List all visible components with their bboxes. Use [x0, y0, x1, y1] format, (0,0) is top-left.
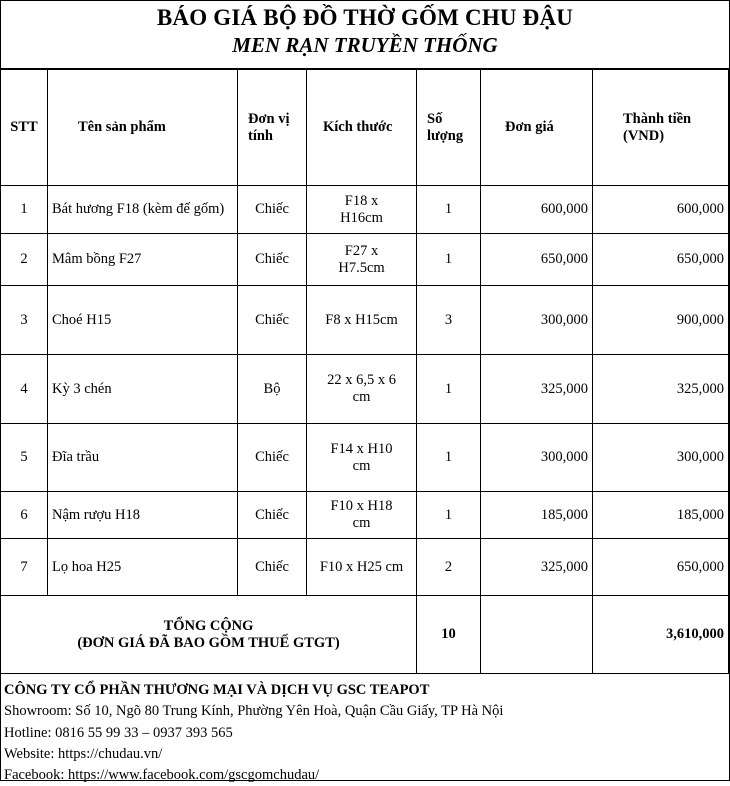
table-row: [1, 424, 729, 492]
cell-size: F10 x H25 cm: [307, 539, 417, 596]
cell-size: F27 x H7.5cm: [307, 234, 417, 286]
cell-unit: Chiếc: [238, 286, 307, 355]
company-footer: [1, 674, 729, 786]
cell-total: 650,000: [593, 234, 729, 286]
showroom-address: Showroom: Số 10, Ngõ 80 Trung Kính, Phường Yên Hoà, Quận Cầu Giấy, TP Hà Nội: [4, 703, 504, 720]
cell-size: 22 x 6,5 x 6 cm: [307, 355, 417, 424]
total-amount: 3,610,000: [593, 596, 729, 674]
cell-size: F10 x H18 cm: [307, 492, 417, 539]
page-subtitle: MEN RẠN TRUYỀN THỐNG: [232, 33, 498, 57]
cell-qty: 1: [417, 355, 481, 424]
cell-unit: Chiếc: [238, 539, 307, 596]
cell-size: F14 x H10 cm: [307, 424, 417, 492]
cell-stt: 1: [1, 186, 48, 234]
cell-name: Kỳ 3 chén: [48, 355, 238, 424]
cell-qty: 3: [417, 286, 481, 355]
cell-stt: 6: [1, 492, 48, 539]
col-header-price: Đơn giá: [481, 70, 593, 186]
hotline: Hotline: 0816 55 99 33 – 0937 393 565: [4, 724, 233, 741]
cell-qty: 1: [417, 424, 481, 492]
cell-unit: Chiếc: [238, 492, 307, 539]
cell-name: Lọ hoa H25: [48, 539, 238, 596]
col-header-qty: Số lượng: [417, 70, 481, 186]
cell-qty: 1: [417, 234, 481, 286]
col-header-name: Tên sản phẩm: [48, 70, 238, 186]
cell-unit: Chiếc: [238, 424, 307, 492]
cell-price: 300,000: [481, 424, 593, 492]
cell-stt: 5: [1, 424, 48, 492]
cell-name: Bát hương F18 (kèm đế gốm): [48, 186, 238, 234]
cell-price: 600,000: [481, 186, 593, 234]
cell-name: Nậm rượu H18: [48, 492, 238, 539]
cell-total: 900,000: [593, 286, 729, 355]
total-empty-cell: [481, 596, 593, 674]
total-label-note: (ĐƠN GIÁ ĐÃ BAO GỒM THUẾ GTGT): [77, 634, 340, 651]
cell-stt: 3: [1, 286, 48, 355]
cell-name: Đĩa trầu: [48, 424, 238, 492]
col-header-size: Kích thước: [307, 70, 417, 186]
cell-stt: 7: [1, 539, 48, 596]
cell-total: 325,000: [593, 355, 729, 424]
cell-qty: 2: [417, 539, 481, 596]
cell-price: 300,000: [481, 286, 593, 355]
table-row: [1, 234, 729, 286]
cell-price: 185,000: [481, 492, 593, 539]
cell-unit: Chiếc: [238, 186, 307, 234]
col-header-unit: Đơn vị tính: [238, 70, 307, 186]
table-row: [1, 355, 729, 424]
total-row: [1, 596, 729, 674]
cell-name: Choé H15: [48, 286, 238, 355]
cell-qty: 1: [417, 492, 481, 539]
cell-price: 650,000: [481, 234, 593, 286]
cell-size: F18 x H16cm: [307, 186, 417, 234]
page-title: BÁO GIÁ BỘ ĐỒ THỜ GỐM CHU ĐẬU: [156, 5, 574, 30]
col-header-stt: STT: [1, 70, 48, 186]
total-qty: 10: [417, 596, 481, 674]
cell-stt: 4: [1, 355, 48, 424]
table-header-row: [1, 70, 729, 186]
table-row: [1, 286, 729, 355]
table-row: [1, 186, 729, 234]
cell-name: Mâm bồng F27: [48, 234, 238, 286]
price-table: [0, 69, 729, 674]
total-label: TỔNG CỘNG: [163, 617, 254, 634]
cell-price: 325,000: [481, 539, 593, 596]
cell-total: 600,000: [593, 186, 729, 234]
cell-price: 325,000: [481, 355, 593, 424]
website-link[interactable]: Website: https://chudau.vn/: [4, 745, 163, 762]
cell-size: F8 x H15cm: [307, 286, 417, 355]
table-row: [1, 539, 729, 596]
cell-total: 300,000: [593, 424, 729, 492]
cell-stt: 2: [1, 234, 48, 286]
col-header-total: Thành tiền (VND): [593, 70, 729, 186]
company-name: CÔNG TY CỔ PHẦN THƯƠNG MẠI VÀ DỊCH VỤ GSC TEAPOT: [4, 682, 430, 698]
facebook-link[interactable]: Facebook: https://www.facebook.com/gscgomchudau/: [4, 767, 320, 784]
total-label-cell: [1, 596, 417, 674]
cell-unit: Chiếc: [238, 234, 307, 286]
title-block: [1, 1, 729, 69]
table-row: [1, 492, 729, 539]
cell-qty: 1: [417, 186, 481, 234]
cell-total: 185,000: [593, 492, 729, 539]
cell-unit: Bộ: [238, 355, 307, 424]
cell-total: 650,000: [593, 539, 729, 596]
